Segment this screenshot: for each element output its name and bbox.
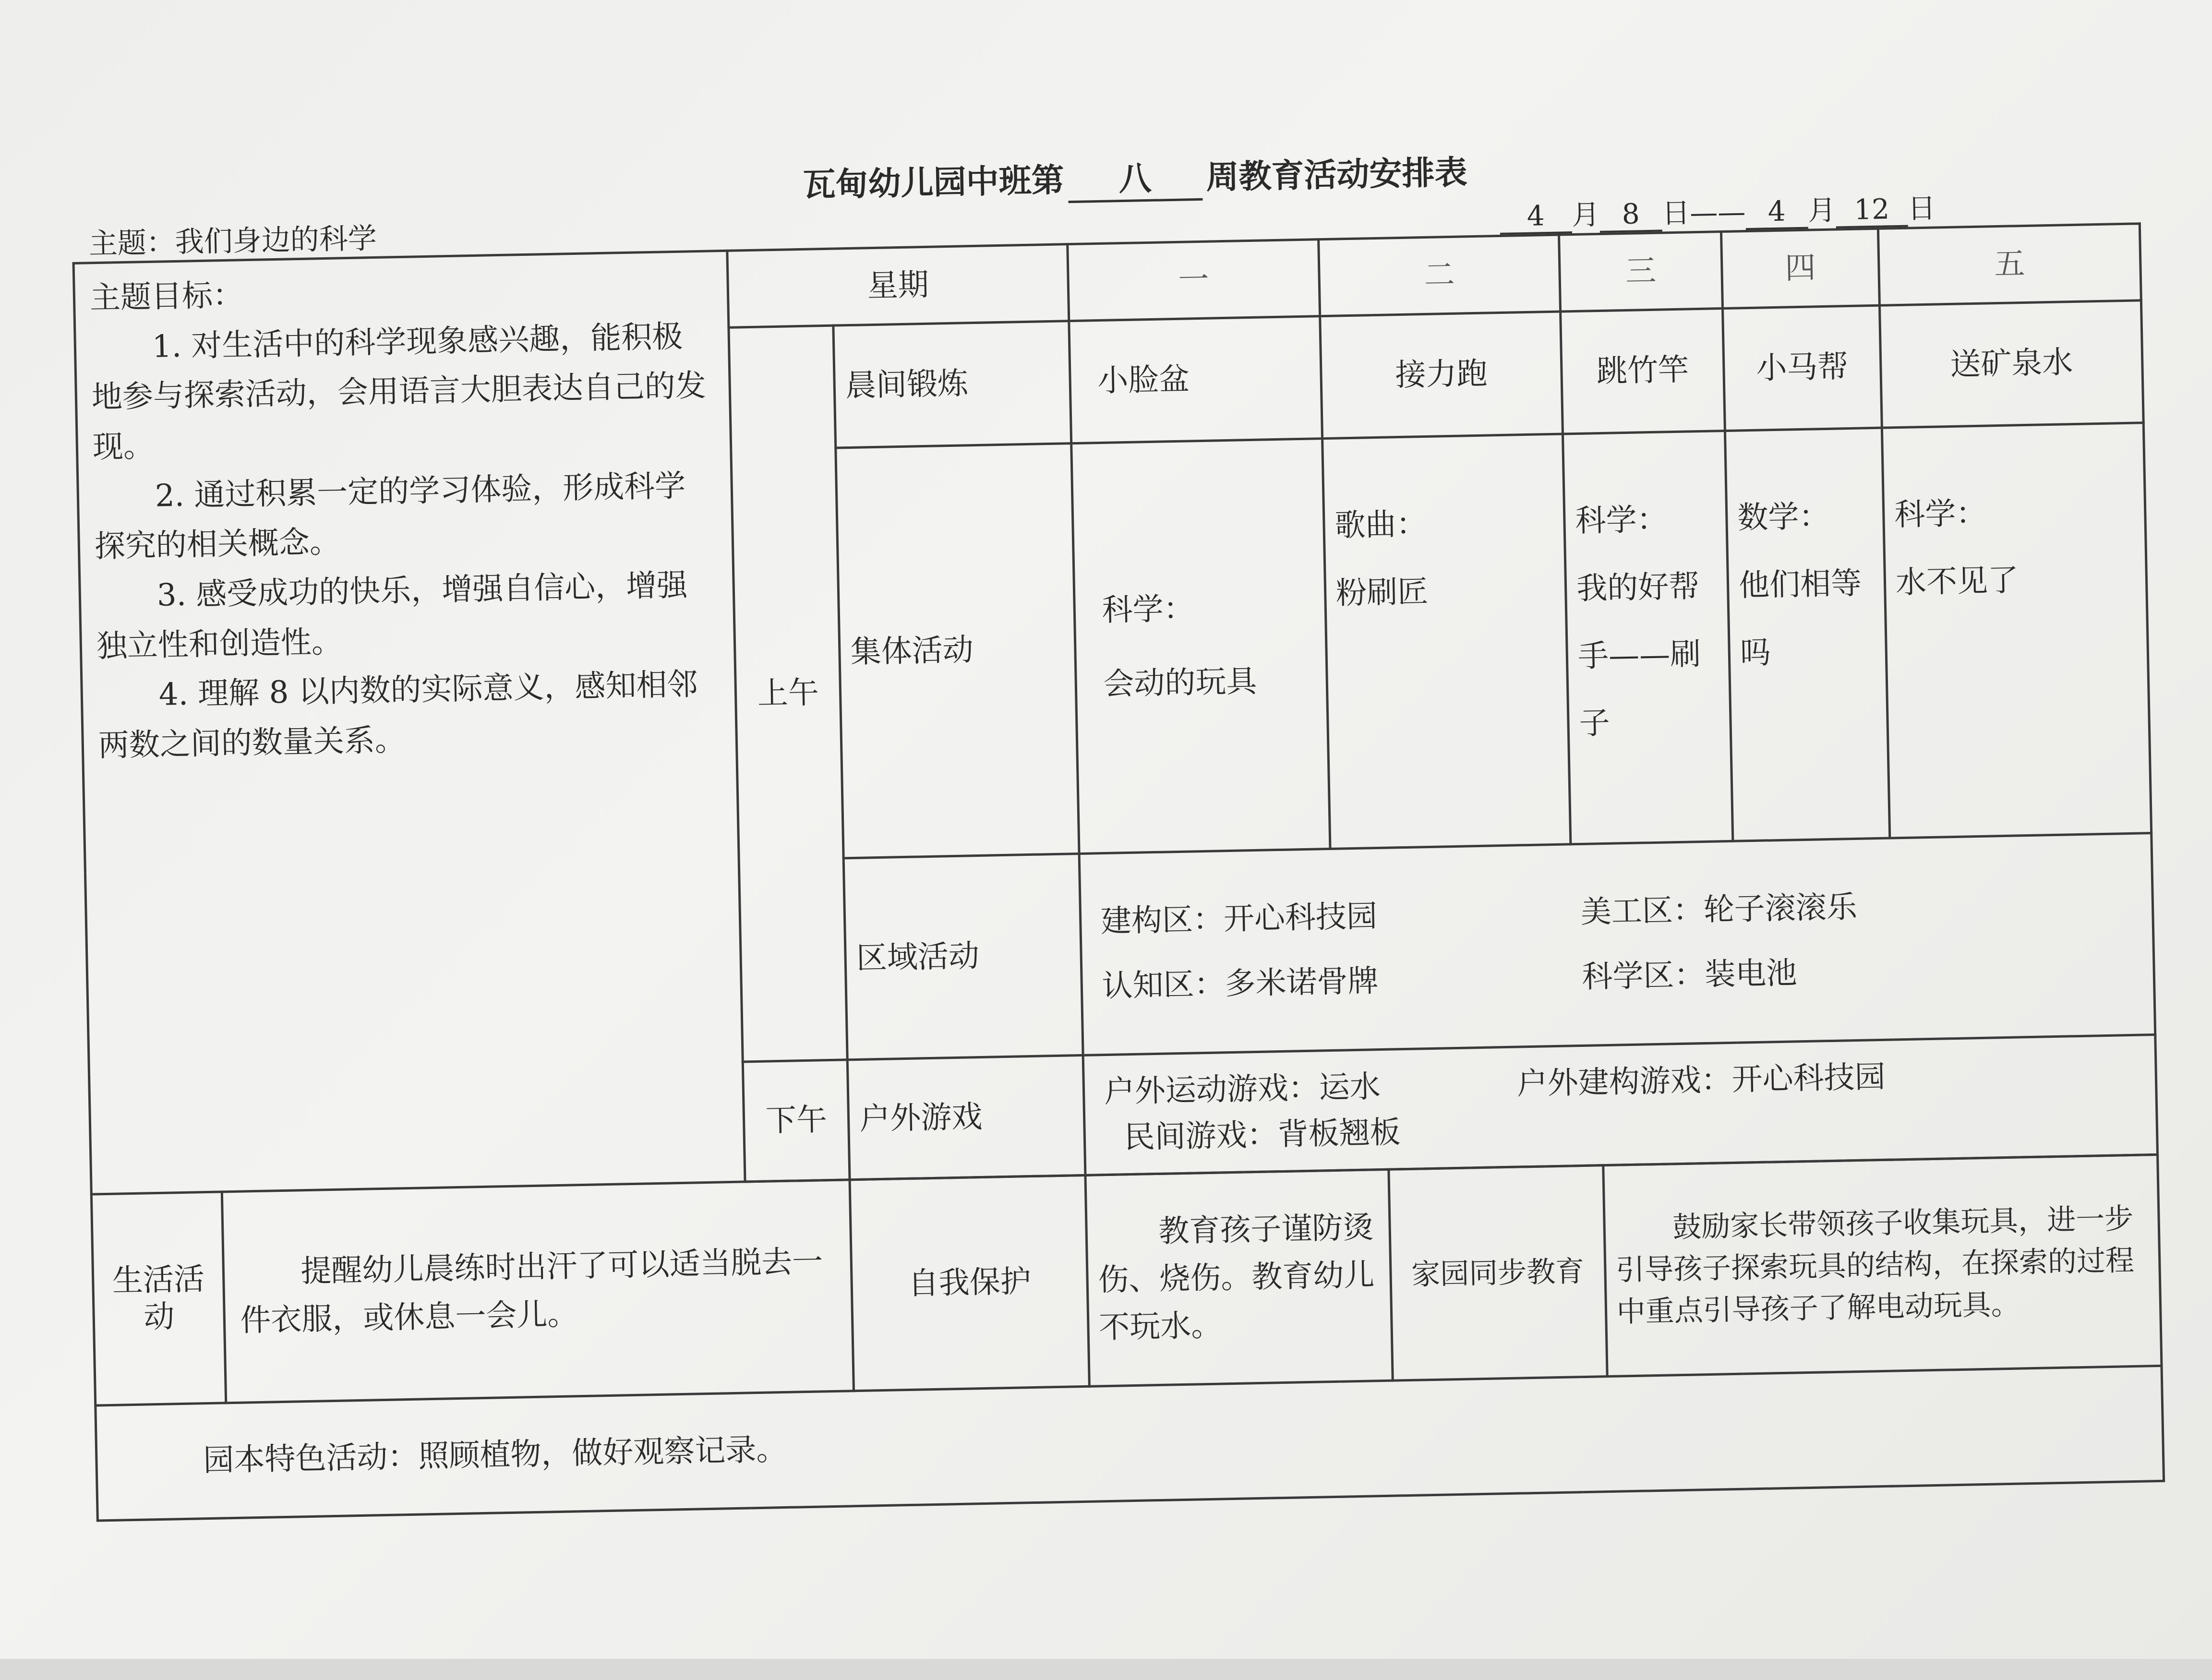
exercise-day-3: 跳竹竿 bbox=[1561, 309, 1725, 434]
day-1: 一 bbox=[1067, 240, 1320, 321]
group-day-4-name: 他们相等吗 bbox=[1738, 565, 1862, 672]
group-day-1 bbox=[1071, 439, 1330, 854]
group-day-5-name: 水不见了 bbox=[1895, 563, 2019, 601]
home-school-label: 家园同步教育 bbox=[1389, 1165, 1607, 1380]
document-title bbox=[803, 146, 1468, 208]
area-activity-label: 区域活动 bbox=[843, 853, 1082, 1059]
outdoor-construction: 户外建构游戏：开心科技园 bbox=[1516, 1059, 1886, 1102]
theme-goals bbox=[73, 251, 745, 1194]
schedule-table bbox=[72, 222, 2165, 1522]
day-4: 四 bbox=[1721, 228, 1879, 308]
weekday-label: 星期 bbox=[727, 244, 1069, 328]
exercise-day-2: 接力跑 bbox=[1320, 312, 1563, 439]
life-activity-label: 生活活动 bbox=[91, 1192, 226, 1405]
group-day-3-name: 我的好帮手——刷子 bbox=[1576, 568, 1701, 742]
goal-item-3: 3. 感受成功的快乐，增强自信心，增强独立性和创造性。 bbox=[96, 567, 688, 664]
week-number: 八 bbox=[1068, 152, 1203, 203]
area-build: 建构区：开心科技园 bbox=[1100, 899, 1378, 940]
outdoor-activities bbox=[1083, 1035, 2158, 1176]
day-3: 三 bbox=[1559, 232, 1723, 312]
morning-label: 上午 bbox=[729, 325, 847, 1062]
title-prefix: 瓦甸幼儿园中班第 bbox=[802, 161, 1065, 204]
goals-heading: 主题目标： bbox=[89, 277, 244, 316]
life-activity-text: 提醒幼儿晨练时出汗了可以适当脱去一件衣服，或休息一会儿。 bbox=[222, 1180, 854, 1403]
goal-item-4: 4. 理解 8 以内数的实际意义，感知相邻两数之间的数量关系。 bbox=[98, 667, 698, 764]
group-day-4 bbox=[1725, 428, 1889, 841]
area-science: 科学区：装电池 bbox=[1581, 955, 1798, 995]
month-char-2: 月 bbox=[1807, 193, 1836, 227]
group-day-1-subject: 科学： bbox=[1101, 591, 1195, 629]
exercise-day-5: 送矿泉水 bbox=[1879, 300, 2143, 428]
group-day-2-subject: 歌曲： bbox=[1334, 506, 1428, 544]
end-day-char: 日 bbox=[1907, 192, 1936, 225]
group-day-2 bbox=[1322, 434, 1571, 849]
exercise-label: 晨间锻炼 bbox=[833, 321, 1071, 448]
group-day-1-name: 会动的玩具 bbox=[1103, 663, 1258, 702]
theme-line: 主题：我们身边的科学 bbox=[88, 221, 377, 261]
goal-item-1: 1. 对生活中的科学现象感兴趣，能积极地参与探索活动，会用语言大胆表达自己的发现。 bbox=[91, 319, 707, 466]
day-char: 日—— bbox=[1661, 195, 1746, 230]
group-day-5-subject: 科学： bbox=[1894, 495, 1987, 533]
group-day-3-subject: 科学： bbox=[1575, 502, 1668, 540]
self-protect-label: 自我保护 bbox=[850, 1175, 1089, 1391]
area-cognition: 认知区：多米诺骨牌 bbox=[1101, 963, 1379, 1004]
month-char: 月 bbox=[1571, 198, 1600, 232]
end-day: 12 bbox=[1836, 192, 1908, 228]
start-day: 8 bbox=[1599, 197, 1662, 232]
area-art: 美工区：轮子滚滚乐 bbox=[1580, 889, 1858, 931]
outdoor-sport: 户外运动游戏：运水 bbox=[1104, 1068, 1381, 1110]
exercise-day-4: 小马帮 bbox=[1723, 305, 1882, 431]
home-school-text: 鼓励家长带领孩子收集玩具，进一步引导孩子探索玩具的结构，在探索的过程中重点引导孩子了解电动玩具。 bbox=[1603, 1154, 2162, 1376]
goal-item-2: 2. 通过积累一定的学习体验，形成科学探究的相关概念。 bbox=[94, 468, 686, 565]
area-activities bbox=[1079, 833, 2155, 1056]
outdoor-label: 户外游戏 bbox=[848, 1055, 1085, 1179]
group-activity-label: 集体活动 bbox=[836, 444, 1079, 858]
outdoor-folk: 民间游戏：背板翘板 bbox=[1123, 1114, 1401, 1155]
day-2: 二 bbox=[1318, 235, 1560, 316]
day-5: 五 bbox=[1878, 224, 2141, 305]
start-month: 4 bbox=[1500, 199, 1572, 235]
afternoon-label: 下午 bbox=[743, 1060, 850, 1182]
end-month: 4 bbox=[1745, 194, 1808, 230]
feature-activity: 园本特色活动：照顾植物，做好观察记录。 bbox=[96, 1366, 2164, 1521]
group-day-2-name: 粉刷匠 bbox=[1335, 574, 1429, 612]
group-day-4-subject: 数学： bbox=[1737, 498, 1830, 536]
title-suffix: 周教育活动安排表 bbox=[1205, 153, 1468, 197]
group-day-3 bbox=[1563, 431, 1733, 844]
self-protect-text: 教育孩子谨防烫伤、烧伤。教育幼儿不玩水。 bbox=[1085, 1169, 1393, 1386]
group-day-5 bbox=[1882, 423, 2151, 838]
exercise-day-1: 小脸盆 bbox=[1069, 316, 1322, 444]
